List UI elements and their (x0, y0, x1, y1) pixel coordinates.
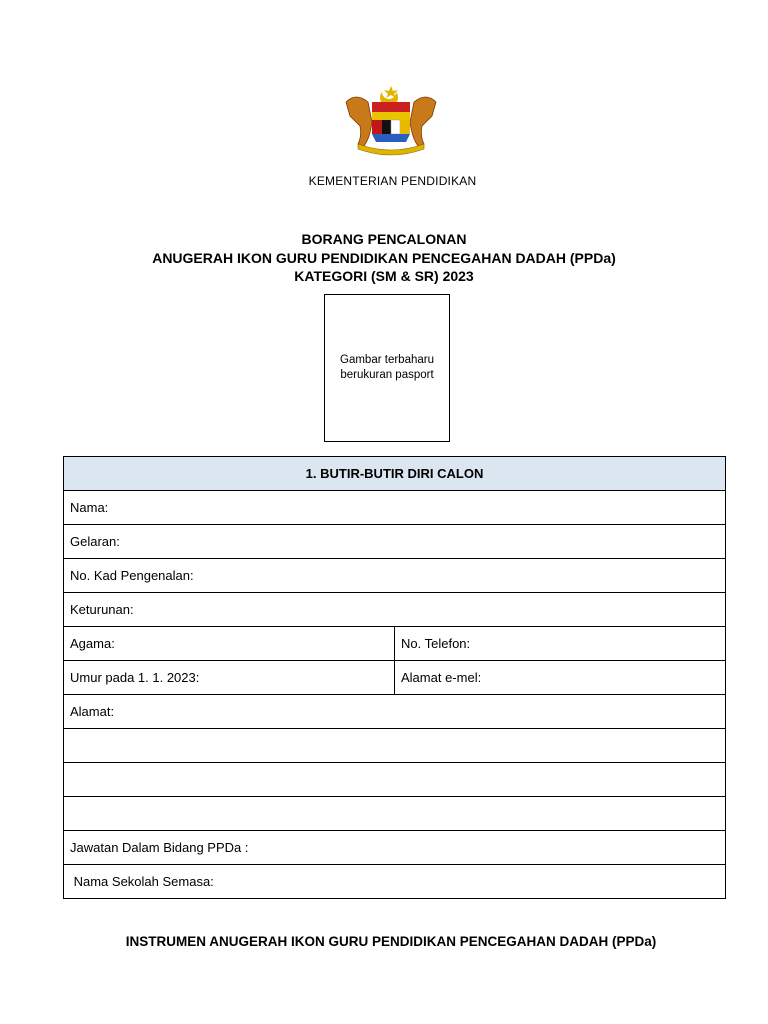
alamat-line-4[interactable] (64, 797, 726, 831)
photo-caption-line-2: berukuran pasport (340, 369, 434, 381)
alamat-line-3[interactable] (64, 763, 726, 797)
ministry-logo (290, 78, 495, 193)
agama-field[interactable]: Agama: (64, 627, 395, 661)
telefon-field[interactable]: No. Telefon: (395, 627, 726, 661)
title-line-2: ANUGERAH IKON GURU PENDIDIKAN PENCEGAHAN DADAH (PPDa) (152, 249, 616, 266)
kad-pengenalan-field[interactable]: No. Kad Pengenalan: (64, 559, 726, 593)
alamat-line-2[interactable] (64, 729, 726, 763)
alamat-field[interactable]: Alamat: (64, 695, 726, 729)
passport-photo-box[interactable] (324, 294, 450, 442)
gelaran-field[interactable]: Gelaran: (64, 525, 726, 559)
jawatan-field[interactable]: Jawatan Dalam Bidang PPDa : (64, 831, 726, 865)
section-header: 1. BUTIR-BUTIR DIRI CALON (64, 457, 726, 491)
ministry-name: KEMENTERIAN PENDIDIKAN (308, 174, 477, 188)
photo-caption-line-1: Gambar terbaharu (340, 354, 434, 366)
candidate-details-table (63, 456, 726, 899)
keturunan-field[interactable]: Keturunan: (64, 593, 726, 627)
email-field[interactable]: Alamat e-mel: (395, 661, 726, 695)
nama-field[interactable]: Nama: (64, 491, 726, 525)
title-line-1: BORANG PENCALONAN (301, 231, 467, 247)
coat-of-arms-icon (338, 84, 444, 156)
sekolah-field[interactable]: Nama Sekolah Semasa: (64, 865, 726, 899)
instrument-heading: INSTRUMEN ANUGERAH IKON GURU PENDIDIKAN PENCEGAHAN DADAH (PPDa) (125, 934, 657, 949)
umur-field[interactable]: Umur pada 1. 1. 2023: (64, 661, 395, 695)
form-title (0, 230, 768, 286)
title-line-3: KATEGORI (SM & SR) 2023 (294, 268, 474, 284)
